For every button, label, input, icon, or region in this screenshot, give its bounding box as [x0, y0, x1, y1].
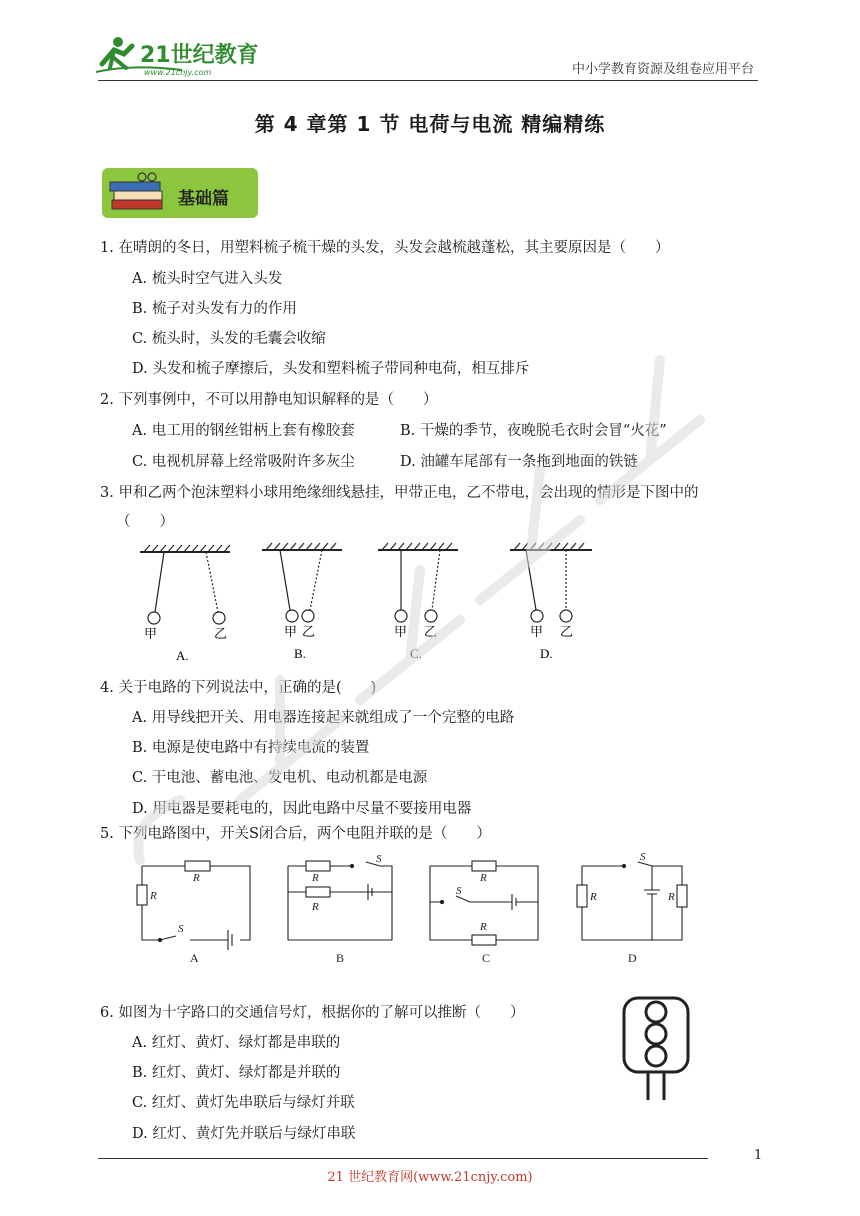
- ball-label-jia: 甲: [530, 624, 544, 639]
- page-number: 1: [754, 1148, 763, 1163]
- question-1-option-d: D. 头发和梳子摩擦后，头发和塑料梳子带同种电荷，相互排斥: [132, 361, 530, 377]
- ball-label-jia: 甲: [394, 624, 408, 639]
- site-logo: [92, 34, 262, 80]
- ball-label-jia: 甲: [144, 626, 158, 641]
- question-4: 4. 关于电路的下列说法中，正确的是( ): [100, 680, 377, 696]
- pendulum-figure-b: [262, 543, 342, 661]
- logo-url: www.21cnjy.com: [144, 68, 212, 77]
- question-6-option-b: B. 红灯、黄灯、绿灯都是并联的: [132, 1065, 341, 1081]
- switch-label: S: [376, 853, 382, 865]
- ball-label-yi: 乙: [214, 626, 228, 641]
- logo-text: 21世纪教育: [140, 43, 259, 68]
- question-6-option-c: C. 红灯、黄灯先串联后与绿灯并联: [132, 1095, 355, 1111]
- figure-label-c: C.: [410, 646, 422, 661]
- question-6-option-a: A. 红灯、黄灯、绿灯都是串联的: [132, 1035, 341, 1051]
- circuit-label-b: B: [336, 951, 345, 965]
- question-6-option-d: D. 红灯、黄灯先并联后与绿灯串联: [132, 1126, 356, 1142]
- pendulum-figure-a: [140, 545, 230, 663]
- switch-label: S: [640, 851, 646, 863]
- question-1-option-a: A. 梳头时空气进入头发: [132, 271, 283, 287]
- circuit-label-a: A: [190, 951, 199, 965]
- question-1: 1. 在晴朗的冬日，用塑料梳子梳干燥的头发，头发会越梳越蓬松，其主要原因是（ ）: [100, 240, 670, 256]
- circuit-b: [288, 861, 392, 940]
- pendulum-figure-c: [378, 543, 458, 661]
- resistor-label: R: [480, 872, 487, 884]
- figure-label-b: B.: [294, 646, 306, 661]
- pendulum-figures: [130, 540, 600, 665]
- question-3-answer-blank: （ ）: [116, 514, 174, 530]
- question-4-option-d: D. 用电器是要耗电的，因此电路中尽量不要接用电器: [132, 801, 472, 817]
- ball-label-jia: 甲: [284, 624, 298, 639]
- resistor-label: R: [193, 872, 200, 884]
- question-2-option-c: C. 电视机屏幕上经常吸附许多灰尘: [132, 454, 355, 470]
- question-2-option-a: A. 电工用的钢丝钳柄上套有橡胶套: [132, 423, 355, 439]
- footer-divider: [98, 1158, 708, 1159]
- traffic-light-icon: [618, 994, 698, 1104]
- question-2-option-d: D. 油罐车尾部有一条拖到地面的铁链: [400, 454, 638, 470]
- resistor-label: R: [668, 891, 675, 903]
- resistor-label: R: [480, 921, 487, 933]
- page-title: 第 4 章第 1 节 电荷与电流 精编精练: [254, 112, 606, 136]
- ball-label-yi: 乙: [424, 624, 438, 639]
- question-3: 3. 甲和乙两个泡沫塑料小球用绝缘细线悬挂，甲带正电，乙不带电，会出现的情形是下图中的: [100, 485, 699, 501]
- circuit-label-c: C: [482, 951, 491, 965]
- question-4-option-c: C. 干电池、蓄电池、发电机、电动机都是电源: [132, 770, 428, 786]
- books-icon: [102, 168, 172, 218]
- footer-text: 21 世纪教育网(www.21cnjy.com): [327, 1170, 533, 1185]
- question-1-option-b: B. 梳子对头发有力的作用: [132, 301, 297, 317]
- resistor-label: R: [590, 891, 597, 903]
- switch-label: S: [456, 885, 462, 897]
- pendulum-figure-d: [510, 543, 592, 661]
- ball-label-yi: 乙: [302, 624, 316, 639]
- resistor-label: R: [150, 890, 157, 902]
- resistor-label: R: [312, 901, 319, 913]
- question-5: 5. 下列电路图中，开关S闭合后，两个电阻并联的是（ ）: [100, 826, 491, 842]
- question-1-option-c: C. 梳头时，头发的毛囊会收缩: [132, 331, 326, 347]
- question-4-option-b: B. 电源是使电路中有持续电流的装置: [132, 740, 370, 756]
- circuit-label-d: D: [628, 951, 637, 965]
- question-6: 6. 如图为十字路口的交通信号灯，根据你的了解可以推断（ ）: [100, 1005, 525, 1021]
- header-divider: [98, 80, 758, 81]
- switch-label: S: [178, 923, 184, 935]
- ball-label-yi: 乙: [560, 624, 574, 639]
- resistor-label: R: [312, 872, 319, 884]
- figure-label-a: A.: [176, 648, 189, 663]
- figure-label-d: D.: [540, 646, 553, 661]
- section-banner-label: 基础篇: [178, 189, 229, 209]
- question-4-option-a: A. 用导线把开关、用电器连接起来就组成了一个完整的电路: [132, 710, 515, 726]
- question-2-option-b: B. 干燥的季节，夜晚脱毛衣时会冒“火花”: [400, 423, 667, 439]
- question-2: 2. 下列事例中，不可以用静电知识解释的是（ ）: [100, 392, 438, 408]
- circuit-figures: [130, 850, 700, 970]
- platform-name: 中小学教育资源及组卷应用平台: [571, 62, 754, 77]
